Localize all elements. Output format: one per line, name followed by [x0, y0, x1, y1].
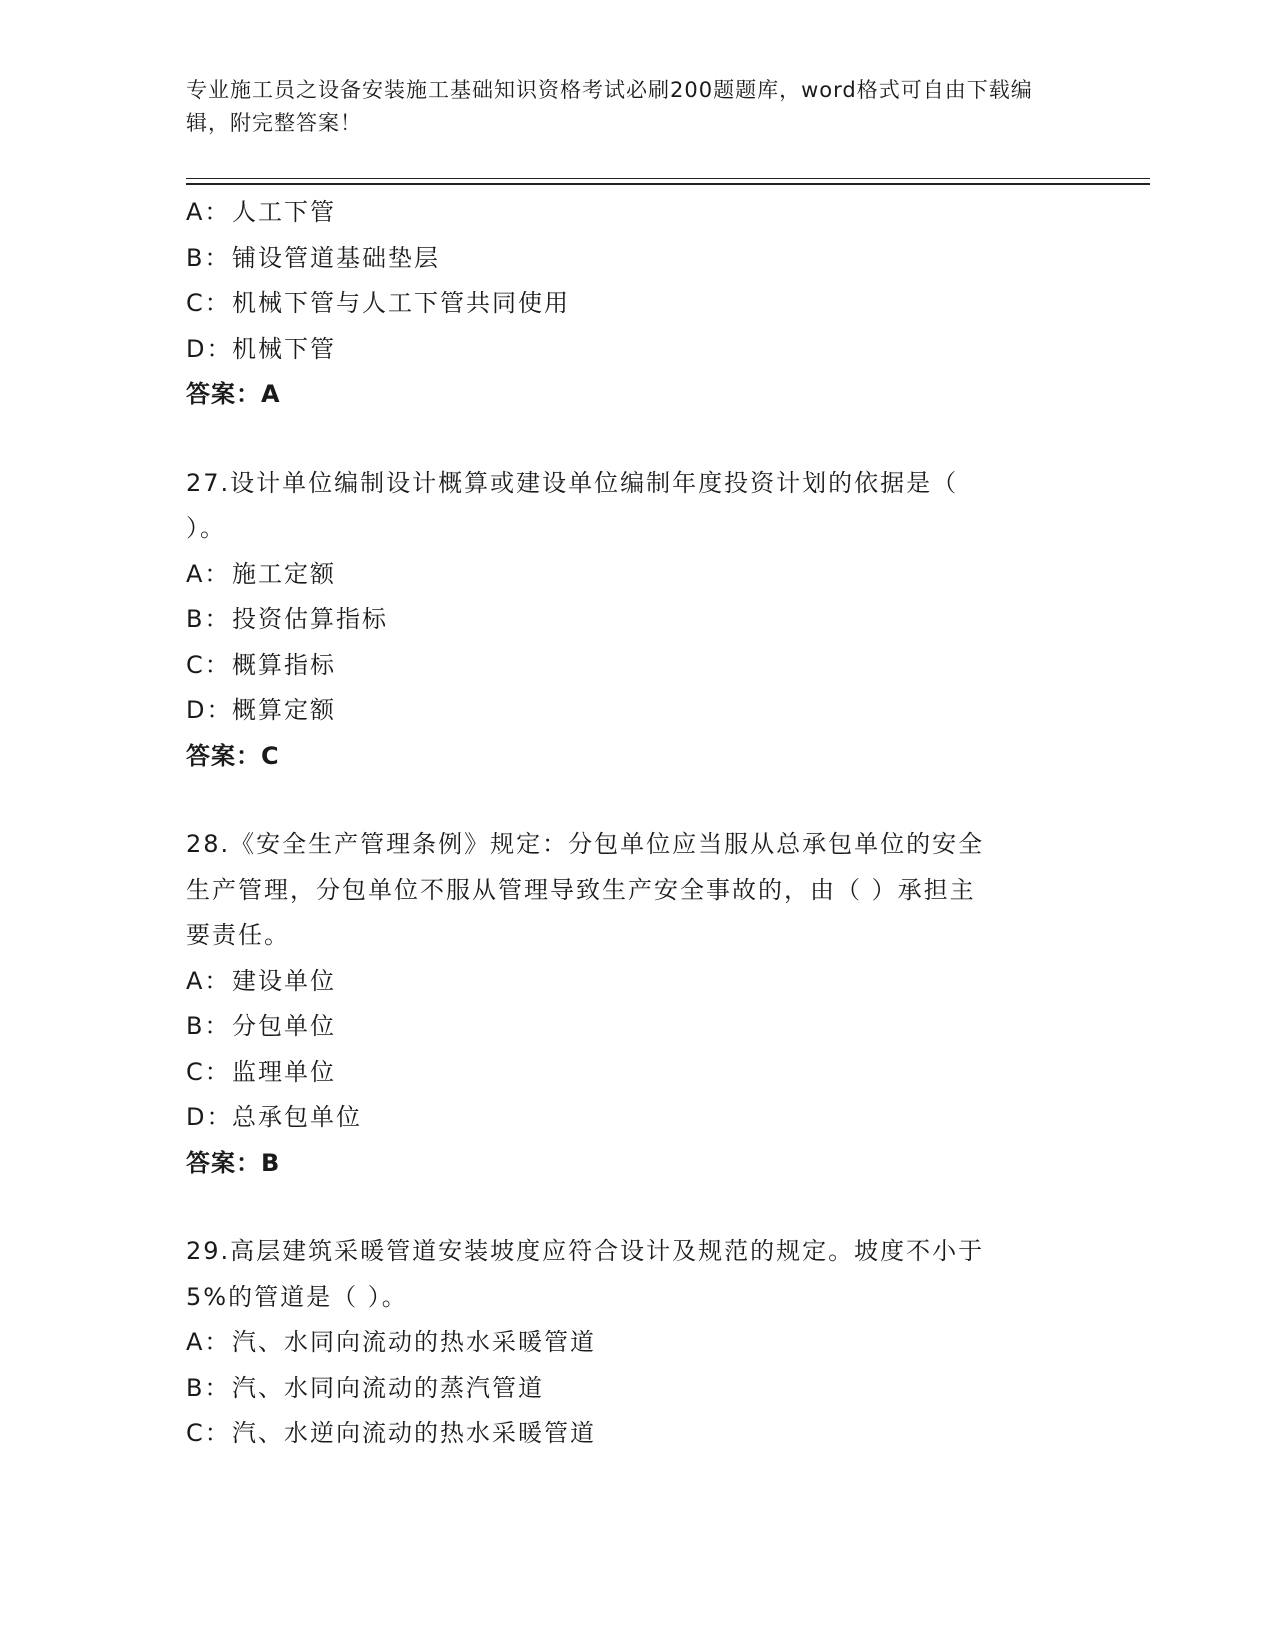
- option-c: [186, 281, 1086, 327]
- option-key: C：: [186, 1057, 231, 1086]
- option-text: 概算指标: [232, 650, 336, 679]
- option-b: [186, 597, 1086, 643]
- question-text-line: 5%的管道是（ ）。: [186, 1282, 408, 1311]
- option-key: D：: [186, 1103, 233, 1131]
- option-d: [186, 327, 1086, 373]
- option-c: [186, 1411, 1086, 1457]
- option-key: B：: [186, 605, 231, 633]
- option-key: C：: [186, 289, 231, 317]
- option-text: 概算定额: [232, 696, 336, 724]
- option-text: 分包单位: [232, 1012, 336, 1040]
- option-key: D：: [186, 696, 233, 724]
- option-text: 建设单位: [232, 966, 336, 995]
- option-text: 汽、水逆向流动的热水采暖管道: [232, 1419, 596, 1447]
- option-c: [186, 643, 1086, 689]
- document-header: [186, 74, 1076, 140]
- option-key: A：: [186, 966, 231, 995]
- spacer: [186, 418, 1086, 461]
- question-text-line: 28.《安全生产管理条例》规定：分包单位应当服从总承包单位的安全: [186, 830, 985, 858]
- header-divider-thick: [186, 183, 1150, 185]
- answer: 答案：B: [186, 1148, 281, 1177]
- option-key: C：: [186, 650, 231, 679]
- document-title: 专业施工员之设备安装施工基础知识资格考试必刷200题题库，word格式可自由下载编辑，附完整答案！: [186, 78, 1033, 135]
- question-text-line: ）。: [186, 514, 226, 542]
- option-c: [186, 1050, 1086, 1096]
- question-29: [186, 1229, 1086, 1457]
- answer: 答案：A: [186, 380, 281, 408]
- option-text: 铺设管道基础垫层: [232, 243, 440, 272]
- option-key: C：: [186, 1419, 231, 1447]
- option-a: [186, 190, 1086, 236]
- question-text-line: 生产管理，分包单位不服从管理导致生产安全事故的，由（ ）承担主: [186, 875, 976, 904]
- option-key: D：: [186, 334, 233, 363]
- question-list: [186, 190, 1086, 1457]
- option-text: 监理单位: [232, 1057, 336, 1086]
- question-text-line: 29.高层建筑采暖管道安装坡度应符合设计及规范的规定。坡度不小于: [186, 1237, 985, 1265]
- spacer: [186, 1186, 1086, 1229]
- option-text: 总承包单位: [232, 1103, 362, 1131]
- question-text-line: 要责任。: [186, 921, 290, 949]
- option-b: [186, 1366, 1086, 1412]
- option-key: B：: [186, 243, 231, 272]
- option-key: A：: [186, 559, 231, 588]
- option-key: A：: [186, 1328, 231, 1356]
- question-text-line: 27.设计单位编制设计概算或建设单位编制年度投资计划的依据是（: [186, 468, 959, 497]
- option-text: 人工下管: [232, 198, 336, 226]
- question-27: [186, 461, 1086, 780]
- option-text: 汽、水同向流动的蒸汽管道: [232, 1373, 544, 1402]
- option-a: [186, 552, 1086, 598]
- option-b: [186, 236, 1086, 282]
- answer: 答案：C: [186, 741, 280, 770]
- option-b: [186, 1004, 1086, 1050]
- option-text: 汽、水同向流动的热水采暖管道: [232, 1328, 596, 1356]
- option-a: [186, 1320, 1086, 1366]
- option-d: [186, 688, 1086, 734]
- option-key: B：: [186, 1373, 231, 1402]
- option-a: [186, 959, 1086, 1005]
- option-text: 机械下管: [232, 334, 336, 363]
- option-text: 机械下管与人工下管共同使用: [232, 289, 570, 317]
- header-divider-thin: [186, 178, 1150, 179]
- option-text: 投资估算指标: [232, 605, 388, 633]
- option-key: A：: [186, 198, 231, 226]
- spacer: [186, 779, 1086, 822]
- option-text: 施工定额: [232, 559, 336, 588]
- question-26: [186, 190, 1086, 418]
- option-key: B：: [186, 1012, 231, 1040]
- question-28: [186, 822, 1086, 1186]
- option-d: [186, 1095, 1086, 1141]
